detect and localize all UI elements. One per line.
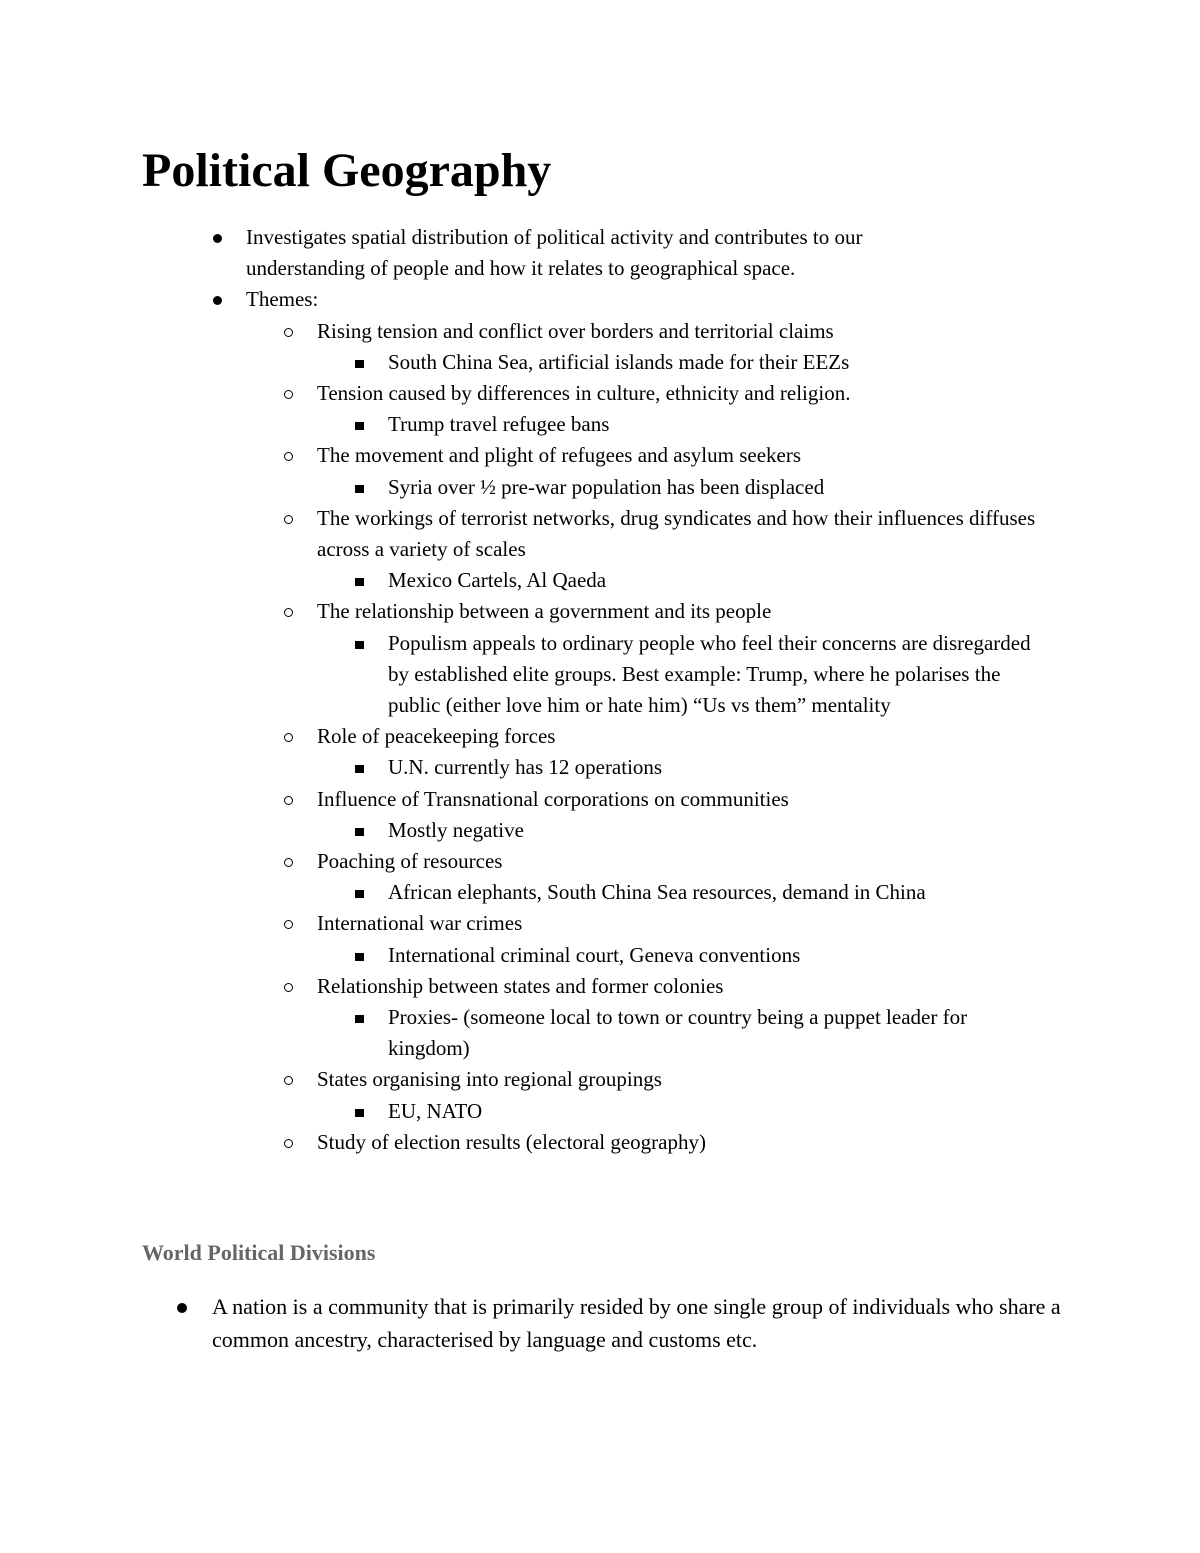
- example-item: [0, 940, 1048, 971]
- theme-item: [0, 503, 1045, 565]
- overview-list: [0, 222, 1200, 1158]
- theme-text: Relationship between states and former colonies: [317, 973, 724, 998]
- bullet-circle-icon: [284, 390, 293, 399]
- theme-item: [0, 1064, 1045, 1095]
- bullet-circle-icon: [284, 452, 293, 461]
- theme-item: [0, 316, 1045, 347]
- example-item: [0, 877, 1048, 908]
- theme-item: [0, 721, 1045, 752]
- bullet-square-icon: [355, 828, 364, 836]
- theme-text: The workings of terrorist networks, drug syndicates and how their influences diffuses across a variety of scales: [317, 505, 1036, 562]
- example-item: [0, 565, 1048, 596]
- theme-text: Poaching of resources: [317, 849, 503, 874]
- theme-text: The movement and plight of refugees and asylum seekers: [317, 443, 802, 468]
- bullet-circle-icon: [284, 920, 293, 929]
- bullet-circle-icon: [284, 608, 293, 617]
- example-item: [0, 1096, 1048, 1127]
- example-item: [0, 347, 1048, 378]
- example-item: [0, 409, 1048, 440]
- example-text: Mexico Cartels, Al Qaeda: [388, 568, 607, 593]
- example-text: Proxies- (someone local to town or country being a puppet leader for kingdom): [388, 1005, 968, 1061]
- example-item: [0, 628, 1048, 722]
- theme-text: International war crimes: [317, 911, 523, 936]
- bullet-square-icon: [355, 1109, 364, 1117]
- example-text: African elephants, South China Sea resources, demand in China: [388, 880, 926, 905]
- example-text: EU, NATO: [388, 1098, 483, 1123]
- theme-item: [0, 378, 1045, 409]
- bullet-square-icon: [355, 765, 364, 773]
- theme-text: Role of peacekeeping forces: [317, 724, 556, 749]
- list-item-text: Investigates spatial distribution of political activity and contributes to our understanding of people and how it relates to geographical space.: [246, 225, 863, 281]
- example-item: [0, 752, 1048, 783]
- example-item: [0, 1002, 1048, 1064]
- bullet-square-icon: [355, 578, 364, 586]
- bullet-disc-icon: [213, 296, 222, 305]
- bullet-circle-icon: [284, 983, 293, 992]
- example-text: Trump travel refugee bans: [388, 412, 610, 437]
- bullet-disc-icon: [213, 234, 222, 243]
- bullet-circle-icon: [284, 858, 293, 867]
- theme-text: Rising tension and conflict over borders and territorial claims: [317, 318, 834, 343]
- list-item-text: A nation is a community that is primarily resided by one single group of individuals who share a common ancestry, characterised by language and customs etc.: [212, 1294, 1061, 1352]
- example-item: [0, 472, 1048, 503]
- example-text: Mostly negative: [388, 817, 524, 842]
- list-item-text: Themes:: [246, 287, 319, 312]
- theme-item: [0, 596, 1045, 627]
- theme-item: [0, 908, 1045, 939]
- theme-item: [0, 784, 1045, 815]
- bullet-circle-icon: [284, 796, 293, 805]
- theme-item: [0, 1127, 1045, 1158]
- bullet-square-icon: [355, 641, 364, 649]
- example-text: International criminal court, Geneva conventions: [388, 942, 801, 967]
- list-item: [0, 1291, 1062, 1356]
- bullet-square-icon: [355, 360, 364, 368]
- theme-text: The relationship between a government and its people: [317, 599, 772, 624]
- example-text: Syria over ½ pre-war population has been displaced: [388, 474, 825, 499]
- page-title: Political Geography: [142, 144, 552, 197]
- example-item: [0, 815, 1048, 846]
- theme-item: [0, 971, 1045, 1002]
- bullet-square-icon: [355, 485, 364, 493]
- example-text: Populism appeals to ordinary people who feel their concerns are disregarded by established elite groups. Best example: Trump, where he polarises the public (either love him or hate him) “Us vs them” mentality: [388, 630, 1031, 718]
- bullet-circle-icon: [284, 1076, 293, 1085]
- bullet-circle-icon: [284, 328, 293, 337]
- bullet-square-icon: [355, 1015, 364, 1023]
- bullet-circle-icon: [284, 733, 293, 742]
- section-heading: World Political Divisions: [142, 1240, 376, 1265]
- bullet-circle-icon: [284, 1139, 293, 1148]
- bullet-square-icon: [355, 422, 364, 430]
- bullet-disc-icon: [177, 1303, 187, 1313]
- list-item: [0, 284, 946, 315]
- list-item: [0, 222, 946, 284]
- theme-text: Study of election results (electoral geography): [317, 1129, 706, 1154]
- theme-text: Tension caused by differences in culture, ethnicity and religion.: [317, 381, 851, 406]
- theme-text: Influence of Transnational corporations on communities: [317, 786, 789, 811]
- world-political-divisions-list: [0, 1291, 1200, 1356]
- example-text: South China Sea, artificial islands made for their EEZs: [388, 349, 850, 374]
- theme-item: [0, 846, 1045, 877]
- example-text: U.N. currently has 12 operations: [388, 755, 663, 780]
- theme-item: [0, 440, 1045, 471]
- bullet-square-icon: [355, 890, 364, 898]
- theme-text: States organising into regional groupings: [317, 1067, 662, 1092]
- bullet-square-icon: [355, 953, 364, 961]
- bullet-circle-icon: [284, 515, 293, 524]
